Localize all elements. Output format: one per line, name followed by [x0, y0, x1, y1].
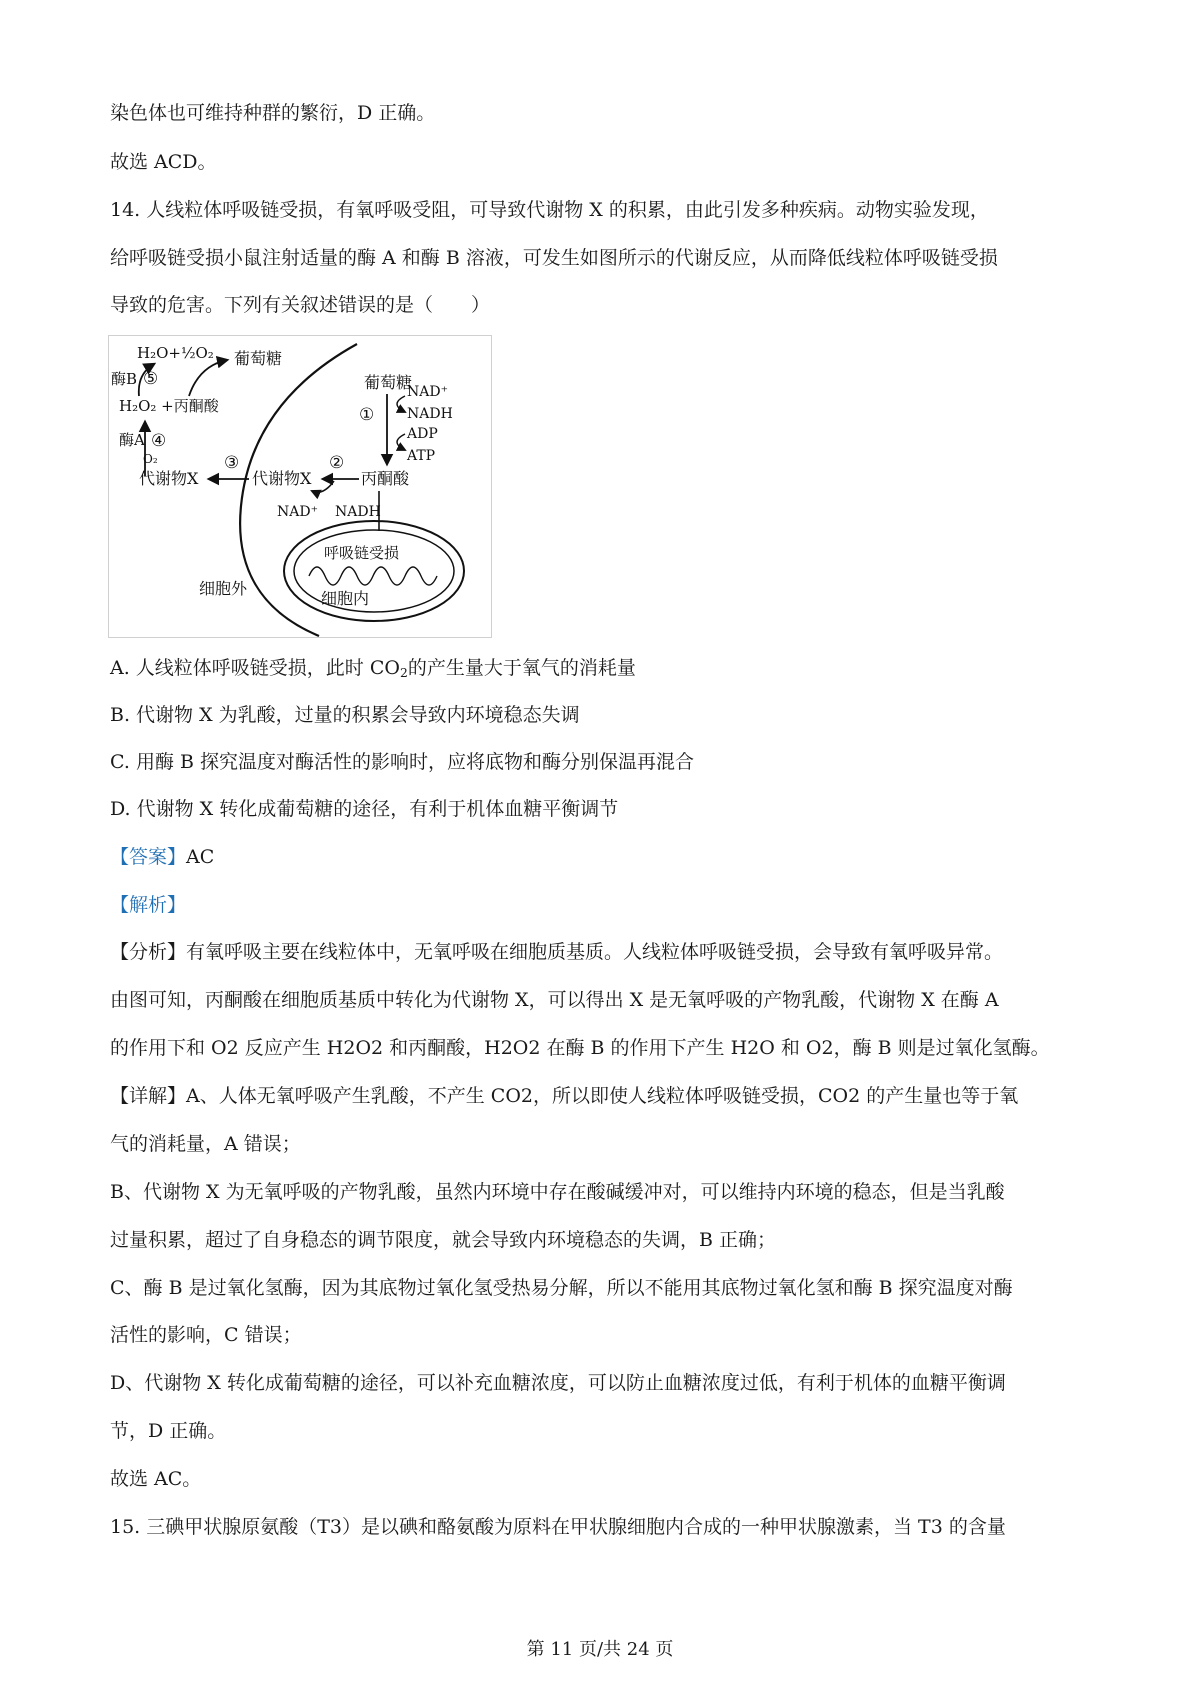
answer-line [110, 845, 1100, 869]
question-14-line: 导致的危害。下列有关叙述错误的是（ ） [110, 294, 491, 316]
option-c: C. 用酶 B 探究温度对酶活性的影响时，应将底物和酶分别保温再混合 [110, 751, 694, 773]
mitochondrion-inner [294, 530, 454, 612]
option-b: B. 代谢物 X 为乳酸，过量的积累会导致内环境稳态失调 [110, 704, 580, 726]
answer-tag: 【答案】 [110, 846, 187, 868]
arrow-nadh-to-nad [312, 481, 334, 492]
nadh-bottom-label: NADH [335, 504, 381, 520]
step-4-label: ④ [151, 431, 167, 451]
glucose-out-label: 葡萄糖 [234, 349, 283, 368]
question-14-line: 14. 人线粒体呼吸链受损，有氧呼吸受阻，可导致代谢物 X 的积累，由此引发多种疾病。动物实验发现， [110, 199, 989, 221]
detail-line: 【详解】A、人体无氧呼吸产生乳酸，不产生 CO2，所以即使人线粒体呼吸链受损，CO2 的产生量也等于氧 [110, 1085, 1019, 1107]
mito-damage-label: 呼吸链受损 [324, 544, 400, 562]
glucose-in-label: 葡萄糖 [364, 373, 413, 392]
detail-line: 活性的影响，C 错误； [110, 1324, 302, 1346]
h2o-o2-label: H₂O+½O₂ [137, 344, 214, 362]
metabolism-diagram [108, 335, 492, 638]
option-d: D. 代谢物 X 转化成葡萄糖的途径，有利于机体血糖平衡调节 [110, 798, 619, 820]
arrow-nad-to-nadh [397, 396, 405, 412]
enzyme-b-label: 酶B [111, 370, 138, 388]
metabolite-x-out-label: 代谢物X [139, 469, 199, 488]
analysis-heading: 【解析】 [110, 894, 187, 916]
enzyme-a-label: 酶A [119, 431, 145, 449]
option-a: A. 人线粒体呼吸链受损，此时 $CO_2$的产生量大于氧气的消耗量 [110, 657, 636, 681]
nadh-top-label: NADH [407, 406, 453, 422]
text-line: 染色体也可维持种群的繁衍，D 正确。 [110, 102, 436, 124]
adp-label: ADP [407, 426, 438, 442]
pyruvate-label: 丙酮酸 [361, 469, 410, 488]
arrow-adp-to-atp [397, 434, 405, 450]
page-footer: 第 11 页/共 24 页 [526, 1639, 674, 1660]
text-line: 故选 ACD。 [110, 151, 217, 173]
analysis-line: 【分析】有氧呼吸主要在线粒体中，无氧呼吸在细胞质基质。人线粒体呼吸链受损，会导致有氧呼吸异常。 [110, 941, 1004, 963]
analysis-line: 由图可知，丙酮酸在细胞质基质中转化为代谢物 X，可以得出 X 是无氧呼吸的产物乳酸，代谢物 X 在酶 A [110, 989, 999, 1011]
inside-cell-label: 细胞内 [321, 589, 370, 608]
outside-cell-label: 细胞外 [199, 579, 248, 598]
answer-value: AC [186, 846, 215, 868]
conclusion-line: 故选 AC。 [110, 1468, 202, 1490]
step-5-label: ⑤ [143, 369, 159, 389]
cristae [309, 567, 437, 585]
step-3-label: ③ [224, 453, 240, 473]
o2-label: O₂ [143, 452, 158, 466]
metabolite-x-in-label: 代谢物X [252, 469, 312, 488]
analysis-line: 的作用下和 O2 反应产生 H2O2 和丙酮酸，H2O2 在酶 B 的作用下产生 H2O 和 O2，酶 B 则是过氧化氢酶。 [110, 1037, 1050, 1059]
step-2-label: ② [329, 453, 345, 473]
detail-line: D、代谢物 X 转化成葡萄糖的途径，可以补充血糖浓度，可以防止血糖浓度过低，有利于机体的血糖平衡调 [110, 1372, 1006, 1394]
h2o2-pyruvate-label: H₂O₂ +丙酮酸 [119, 397, 219, 415]
detail-line: B、代谢物 X 为无氧呼吸的产物乳酸，虽然内环境中存在酸碱缓冲对，可以维持内环境的稳态，但是当乳酸 [110, 1181, 1005, 1203]
detail-line: 节，D 正确。 [110, 1420, 227, 1442]
nad-plus-bottom-label: NAD⁺ [277, 504, 318, 520]
arrow-to-glucose-out [189, 360, 227, 396]
question-14-line: 给呼吸链受损小鼠注射适量的酶 A 和酶 B 溶液，可发生如图所示的代谢反应，从而降低线粒体呼吸链受损 [110, 247, 998, 269]
detail-line: 气的消耗量，A 错误； [110, 1133, 301, 1155]
step-1-label: ① [359, 405, 375, 425]
detail-tag: 【详解】 [110, 1085, 187, 1107]
nad-plus-top-label: NAD⁺ [407, 384, 448, 400]
detail-line: C、酶 B 是过氧化氢酶，因为其底物过氧化氢受热易分解，所以不能用其底物过氧化氢和酶 B 探究温度对酶 [110, 1277, 1013, 1299]
atp-label: ATP [407, 448, 436, 464]
question-15-line: 15. 三碘甲状腺原氨酸（T3）是以碘和酪氨酸为原料在甲状腺细胞内合成的一种甲状腺激素，当 T3 的含量 [110, 1516, 1006, 1538]
detail-line: 过量积累，超过了自身稳态的调节限度，就会导致内环境稳态的失调，B 正确； [110, 1229, 777, 1251]
analysis-tag: 【分析】 [110, 941, 187, 963]
